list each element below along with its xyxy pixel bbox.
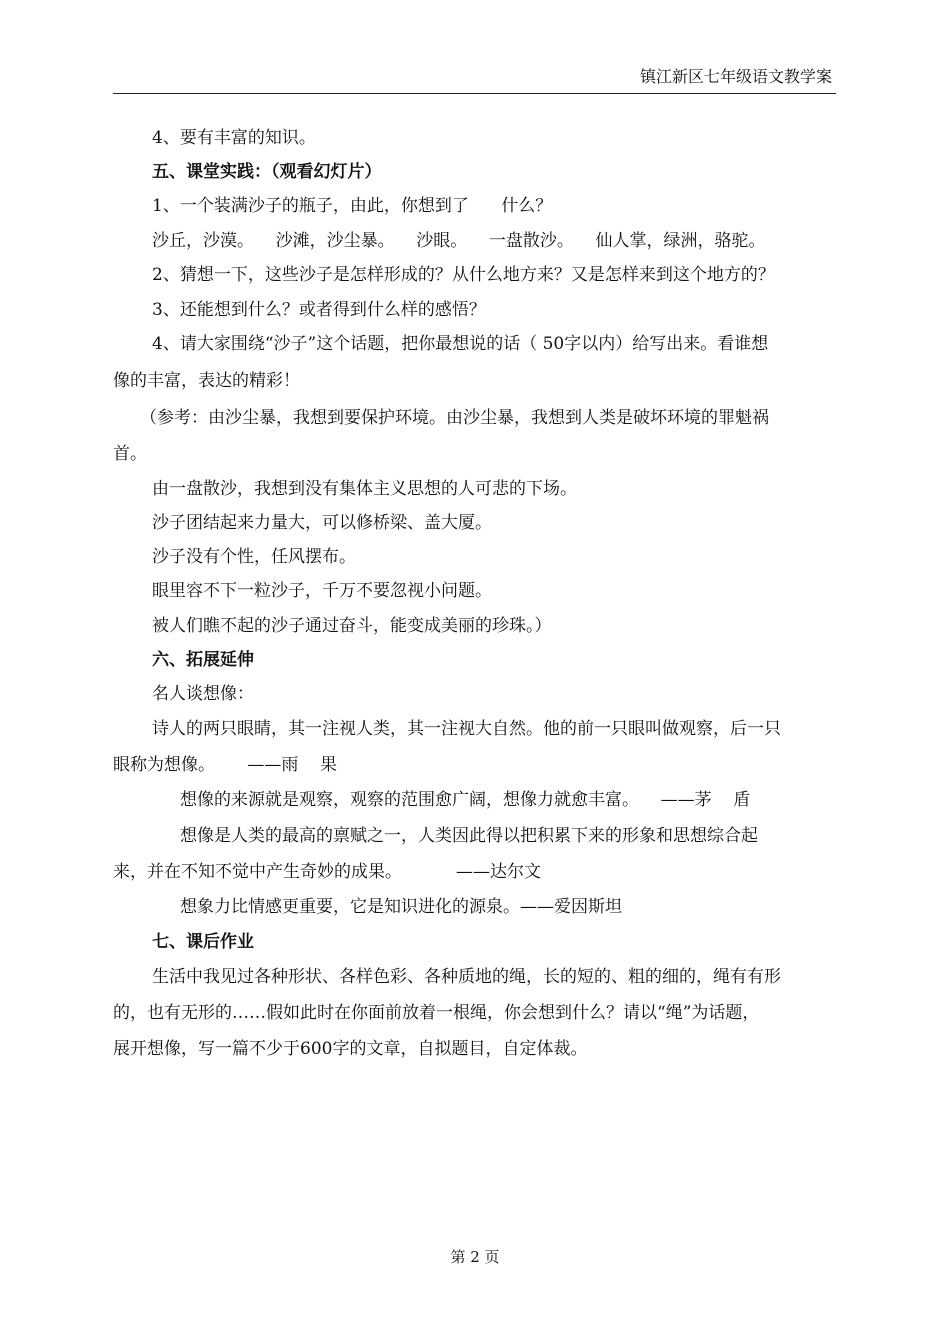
text-line: 想像是人类的最高的禀赋之一，人类因此得以把积累下来的形象和思想综合起 [180, 826, 758, 846]
text-line: 首。 [113, 444, 147, 464]
section-heading-5: 五、课堂实践：（观看幻灯片） [152, 162, 382, 182]
text-line: 2、猜想一下，这些沙子是怎样形成的？从什么地方来？又是怎样来到这个地方的？ [152, 265, 775, 285]
text-line: 3、还能想到什么？或者得到什么样的感悟？ [152, 300, 486, 320]
text-line: 来，并在不知不觉中产生奇妙的成果。 ——达尔文 [113, 862, 542, 882]
section-heading-6: 六、拓展延伸 [152, 650, 254, 670]
text-line: 眼称为想像。 ——雨 果 [113, 755, 338, 775]
header-rule [113, 93, 836, 94]
text-line: 展开想像，写一篇不少于600字的文章，自拟题目，自定体裁。 [113, 1039, 588, 1059]
text-line: 4、请大家围绕“沙子”这个话题，把你最想说的话（ 50字以内）给写出来。看谁想 [152, 334, 769, 354]
text-line: （参考：由沙尘暴，我想到要保护环境。由沙尘暴，我想到人类是破坏环境的罪魁祸 [140, 408, 769, 428]
text-line: 的，也有无形的……假如此时在你面前放着一根绳，你会想到什么？请以“绳”为话题， [113, 1003, 760, 1023]
text-line: 沙丘，沙漠。 沙滩，沙尘暴。 沙眼。 一盘散沙。 仙人掌，绿洲，骆驼。 [152, 231, 766, 251]
text-line: 名人谈想像： [152, 684, 254, 704]
page-number: 第 2 页 [450, 1248, 500, 1266]
text-line: 诗人的两只眼睛，其一注视人类，其一注视大自然。他的前一只眼叫做观察，后一只 [152, 719, 781, 739]
text-line: 生活中我见过各种形状、各样色彩、各种质地的绳，长的短的、粗的细的，绳有有形 [152, 967, 781, 987]
text-line: 眼里容不下一粒沙子，千万不要忽视小问题。 [152, 581, 492, 601]
text-line: 1、一个装满沙子的瓶子，由此，你想到了 什么？ [152, 196, 553, 216]
page-header: 镇江新区七年级语文教学案 [639, 67, 832, 86]
text-line: 沙子没有个性，任风摆布。 [152, 547, 356, 567]
text-line: 像的丰富，表达的精彩！ [113, 371, 300, 391]
text-line: 沙子团结起来力量大，可以修桥梁、盖大厦。 [152, 513, 492, 533]
text-line: 由一盘散沙，我想到没有集体主义思想的人可悲的下场。 [152, 479, 577, 499]
text-line: 想象力比情感更重要，它是知识进化的源泉。——爱因斯坦 [180, 897, 622, 917]
text-line: 想像的来源就是观察，观察的范围愈广阔，想像力就愈丰富。 ——茅 盾 [180, 790, 751, 810]
text-line: 被人们瞧不起的沙子通过奋斗，能变成美丽的珍珠。） [152, 616, 552, 636]
section-heading-7: 七、课后作业 [152, 932, 254, 952]
text-line: 4、要有丰富的知识。 [152, 128, 316, 148]
